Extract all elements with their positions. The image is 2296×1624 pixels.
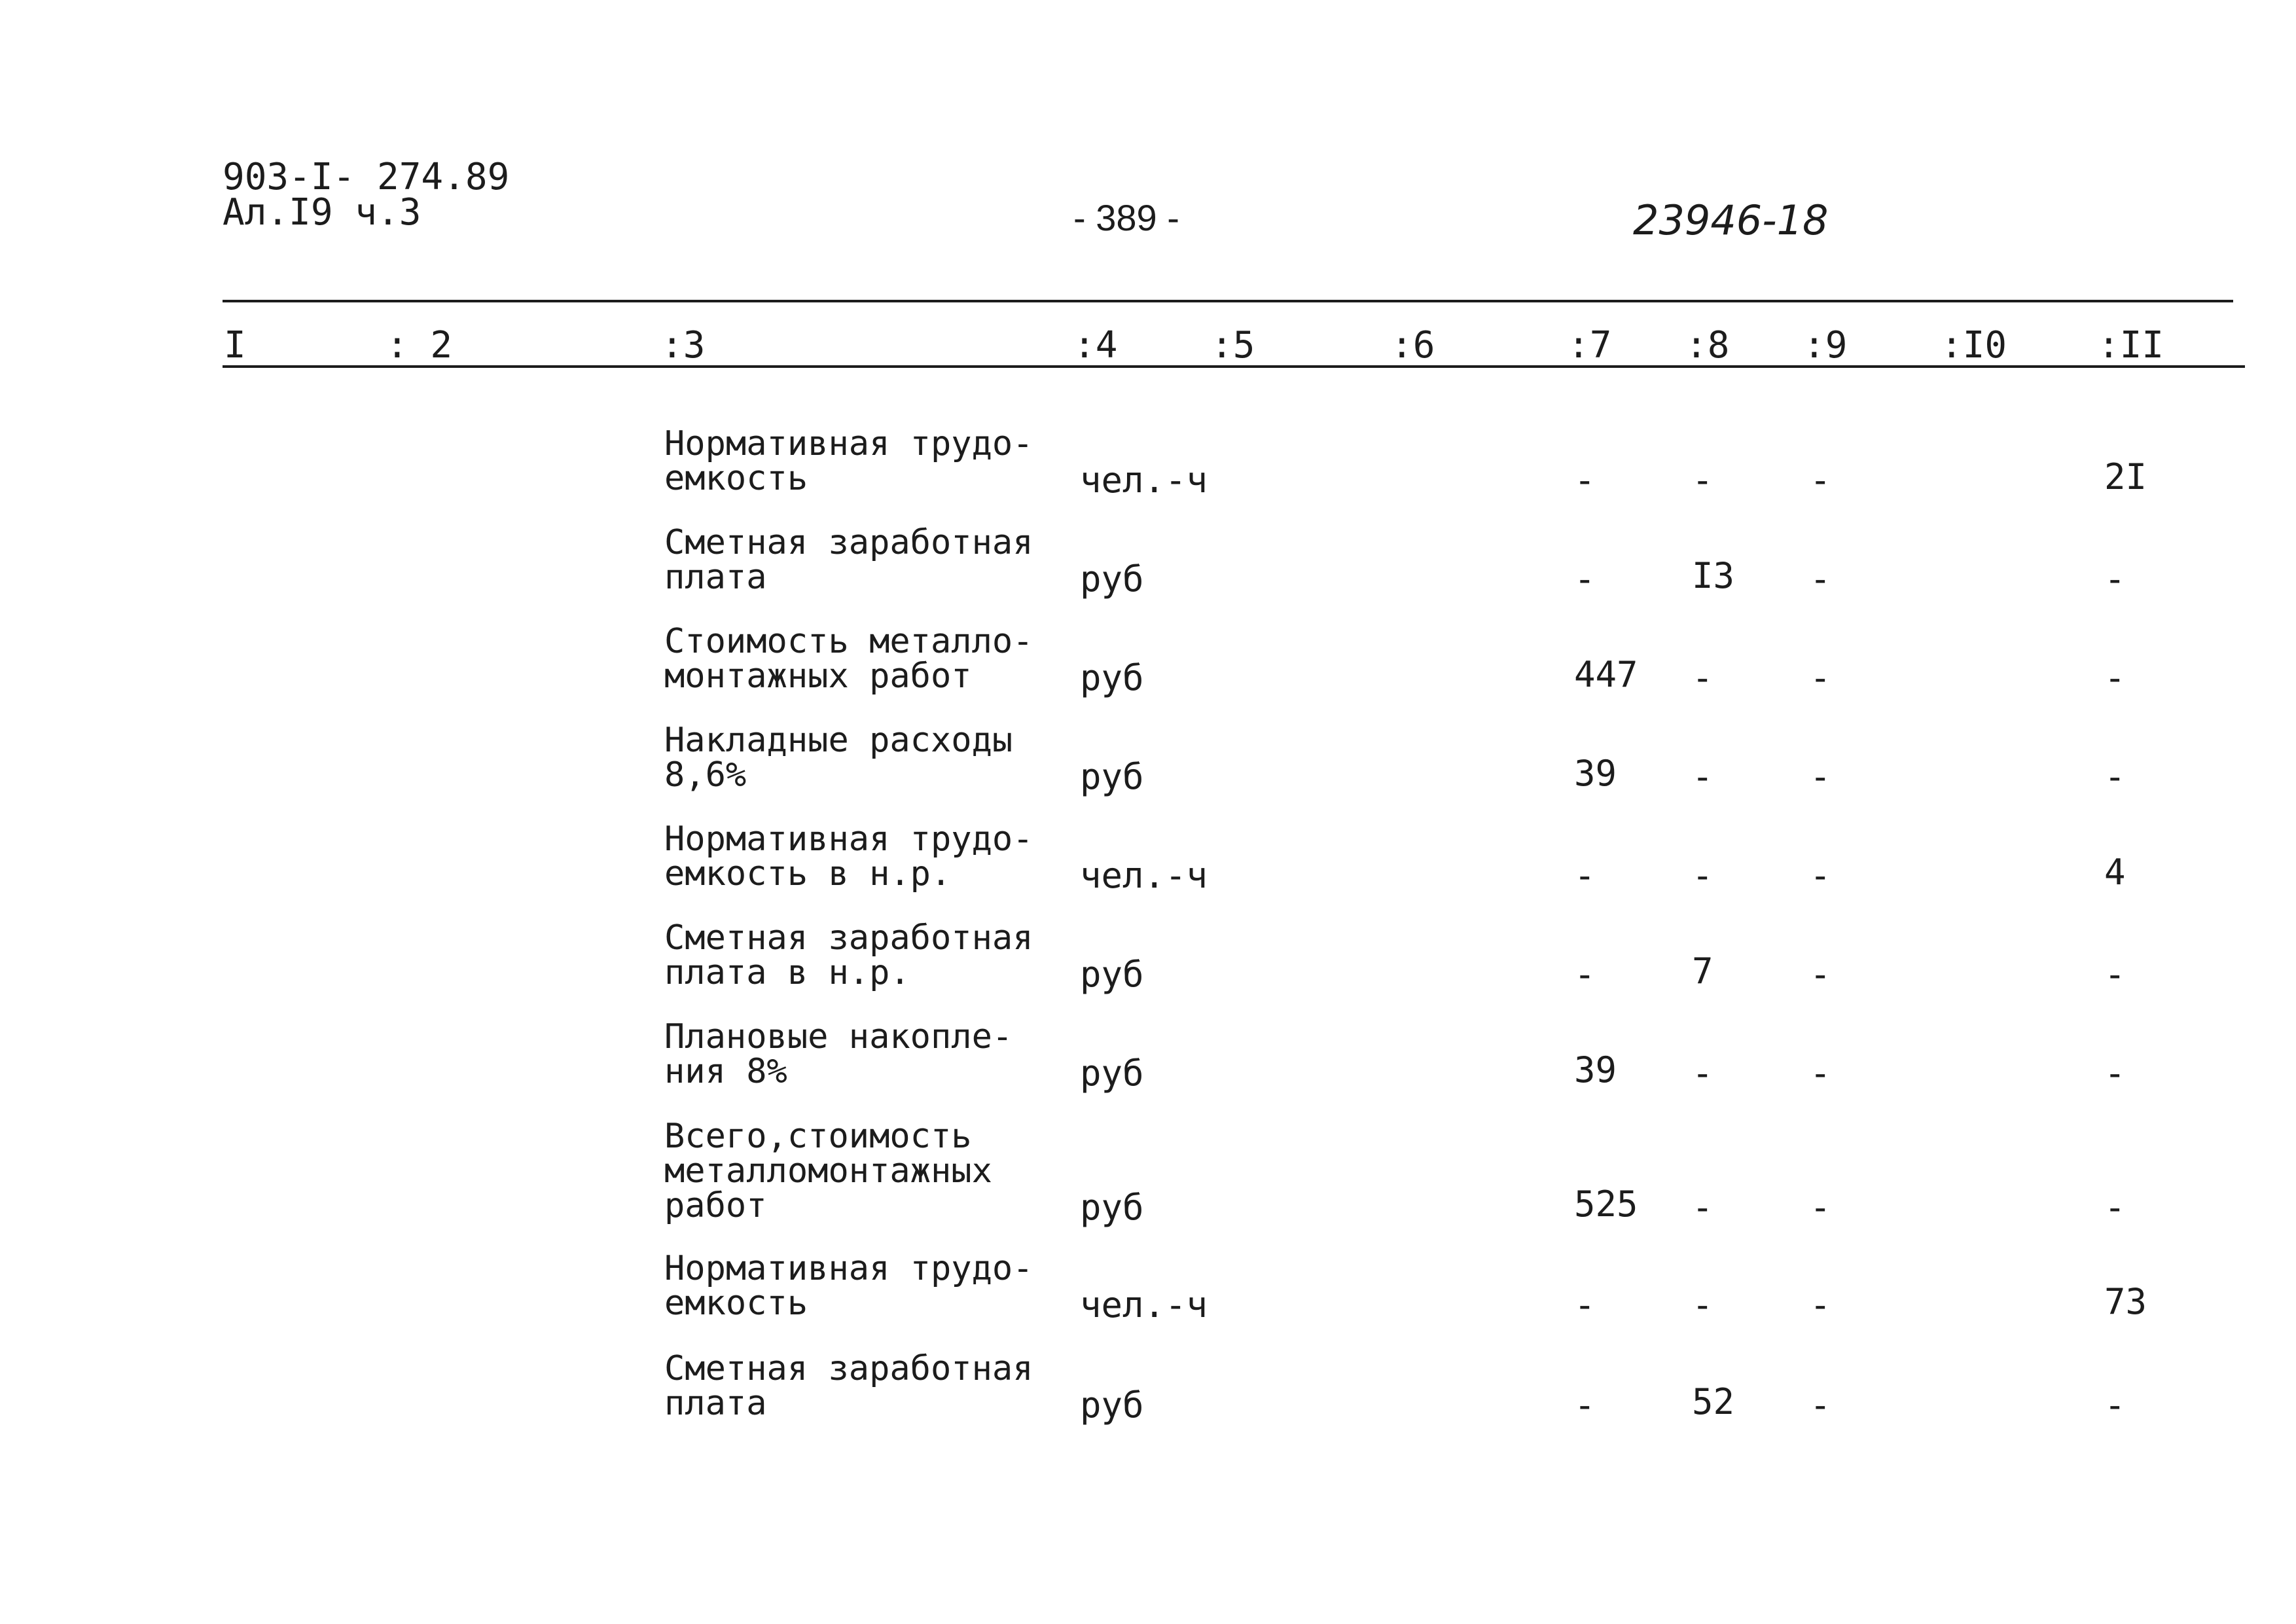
col-11-cell: - — [2104, 954, 2126, 995]
row-name-line: Накладные расходы — [664, 721, 1013, 760]
row-name-line: емкость — [664, 459, 808, 498]
row-name-line: ния 8% — [664, 1052, 787, 1091]
unit-cell: руб — [1080, 954, 1144, 995]
row-name-line: плата — [664, 558, 767, 597]
col-7-cell: - — [1574, 1384, 1596, 1426]
row-name-line: Стоимость металло- — [664, 622, 1033, 661]
unit-cell: чел.-ч — [1080, 460, 1208, 501]
column-number-10: :I0 — [1941, 324, 2007, 367]
col-9-cell: - — [1810, 954, 1831, 995]
row-name-line: плата в н.р. — [664, 953, 910, 992]
col-7-cell: - — [1574, 1284, 1596, 1326]
row-name-line: Сметная заработная — [664, 523, 1033, 562]
unit-cell: чел.-ч — [1080, 1284, 1208, 1326]
col-11-cell: - — [2104, 1053, 2126, 1094]
col-9-cell: - — [1810, 1284, 1831, 1326]
row-name-line: емкость в н.р. — [664, 854, 952, 893]
col-8-cell: - — [1692, 1187, 1713, 1228]
column-number-11: :II — [2098, 324, 2164, 367]
col-8-cell: - — [1692, 756, 1713, 797]
column-number-3: :3 — [661, 324, 706, 367]
column-number-7: :7 — [1568, 324, 1612, 367]
unit-cell: руб — [1080, 1384, 1144, 1426]
row-name-line: Нормативная трудо- — [664, 1249, 1033, 1288]
row-name — [664, 1017, 1096, 1091]
col-7-cell: 39 — [1574, 1049, 1617, 1091]
col-11-cell: - — [2104, 558, 2126, 600]
col-11-cell: - — [2104, 756, 2126, 797]
col-8-cell: - — [1692, 1053, 1713, 1094]
table-header-rule — [223, 365, 2245, 368]
col-8-cell: I3 — [1692, 555, 1735, 596]
column-number-8: :8 — [1685, 324, 1730, 367]
unit-cell: руб — [1080, 756, 1144, 797]
col-9-cell: - — [1810, 657, 1831, 698]
col-8-cell: - — [1692, 460, 1713, 501]
column-number-5: :5 — [1211, 324, 1255, 367]
col-7-cell: 39 — [1574, 753, 1617, 794]
col-8-cell: - — [1692, 1284, 1713, 1326]
unit-cell: руб — [1080, 558, 1144, 600]
col-8-cell: - — [1692, 657, 1713, 698]
row-name-line: работ — [664, 1186, 767, 1225]
column-number-9: :9 — [1803, 324, 1848, 367]
row-name-line: металломонтажных — [664, 1151, 992, 1191]
col-7-cell: 447 — [1574, 654, 1638, 695]
col-8-cell: 7 — [1692, 950, 1713, 992]
row-name — [664, 624, 1096, 694]
row-name-line: 8,6% — [664, 755, 747, 795]
col-7-cell: - — [1574, 855, 1596, 896]
col-7-cell: - — [1574, 954, 1596, 995]
column-number-1: I — [224, 324, 246, 367]
col-9-cell: - — [1810, 1187, 1831, 1228]
document-code — [223, 156, 510, 234]
document-code-line-1: 903-I- 274.89 — [223, 156, 510, 198]
column-number-6: :6 — [1391, 324, 1435, 367]
col-7-cell: - — [1574, 558, 1596, 600]
unit-cell: чел.-ч — [1080, 855, 1208, 896]
row-name — [664, 1349, 1096, 1423]
col-9-cell: - — [1810, 558, 1831, 600]
row-name-line: Сметная заработная — [664, 918, 1033, 958]
col-9-cell: - — [1810, 1384, 1831, 1426]
row-name — [664, 918, 1096, 992]
row-name-line: монтажных работ — [664, 657, 972, 696]
column-number-4: :4 — [1073, 324, 1118, 367]
row-name-line: емкость — [664, 1284, 808, 1323]
row-name — [664, 1119, 1096, 1223]
unit-cell: руб — [1080, 1187, 1144, 1228]
table-top-rule — [223, 300, 2233, 302]
col-9-cell: - — [1810, 460, 1831, 501]
col-9-cell: - — [1810, 855, 1831, 896]
row-name-line: Сметная заработная — [664, 1349, 1033, 1388]
row-name — [664, 1249, 1096, 1323]
col-11-cell: - — [2104, 1187, 2126, 1228]
unit-cell: руб — [1080, 1053, 1144, 1094]
col-11-cell: 73 — [2104, 1281, 2147, 1322]
col-7-cell: 525 — [1574, 1183, 1638, 1225]
col-8-cell: 52 — [1692, 1381, 1735, 1422]
col-9-cell: - — [1810, 756, 1831, 797]
col-11-cell: - — [2104, 1384, 2126, 1426]
col-11-cell: - — [2104, 657, 2126, 698]
document-code-line-2: Ал.I9 ч.3 — [223, 191, 422, 234]
row-name-line: Плановые накопле- — [664, 1017, 1013, 1056]
row-name — [664, 723, 1096, 793]
row-name-line: Всего,стоимость — [664, 1117, 972, 1156]
col-11-cell: 4 — [2104, 852, 2126, 893]
row-name — [664, 523, 1096, 597]
unit-cell: руб — [1080, 657, 1144, 698]
row-name-line: плата — [664, 1384, 767, 1423]
row-name — [664, 822, 1096, 892]
col-8-cell: - — [1692, 855, 1713, 896]
col-7-cell: - — [1574, 460, 1596, 501]
column-number-2: : 2 — [386, 324, 453, 367]
col-9-cell: - — [1810, 1053, 1831, 1094]
row-name — [664, 424, 1096, 498]
page-number: - 389 - — [1073, 197, 1179, 238]
row-name-line: Нормативная трудо- — [664, 820, 1033, 859]
row-name-line: Нормативная трудо- — [664, 424, 1033, 463]
reference-number: 23946-18 — [1633, 196, 1829, 244]
col-11-cell: 2I — [2104, 456, 2147, 497]
